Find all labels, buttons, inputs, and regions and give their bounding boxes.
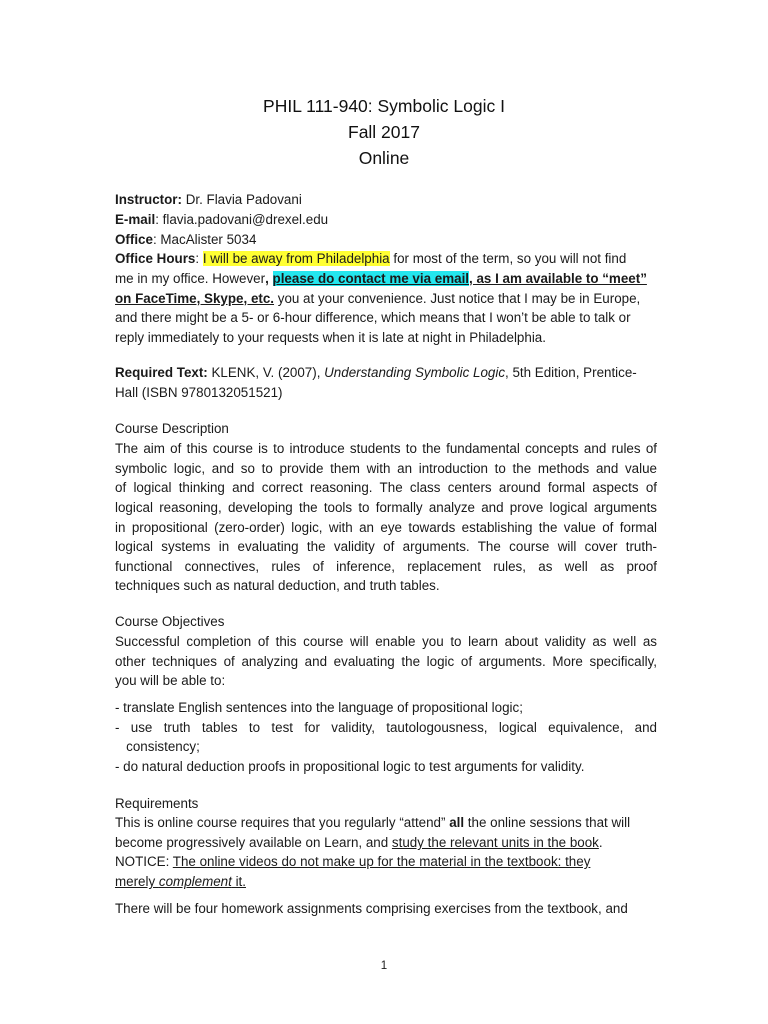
facetime-text: on FaceTime, Skype, etc. (115, 291, 275, 306)
requirements-text-2a: become progressively available on Learn, and (115, 835, 392, 850)
objectives-line: Successful completion of this course will enable you to learn about validity as well as (115, 634, 657, 649)
description-line: logical systems in evaluating the validity of arguments. The course will cover truth- (115, 539, 657, 554)
notice-underline: The online videos do not make up for the material in the textbook: they (172, 854, 591, 869)
description-line: symbolic logic, and so to provide them with an introduction to the methods and value (115, 461, 657, 476)
email-label: E-mail (115, 212, 156, 227)
instructor-line (115, 190, 302, 210)
notice-label: NOTICE: (115, 854, 173, 869)
required-text-label: Required Text: (115, 365, 208, 380)
objective-bullet: - do natural deduction proofs in propositional logic to test arguments for validity. (115, 759, 585, 774)
objectives-line: other techniques of analyzing and evaluating the logic of arguments. More specifically, (115, 654, 657, 669)
instructor-value: Dr. Flavia Padovani (181, 192, 302, 207)
office-hours-text-1: for most of the term, so you will not find (389, 251, 627, 266)
meet-text: , as I am available to “meet” (469, 271, 647, 286)
office-hours-label: Office Hours (115, 251, 196, 266)
textbook-title: Understanding Symbolic Logic (324, 365, 506, 380)
requirements-line-2 (115, 833, 603, 853)
description-line: techniques such as natural deduction, and truth tables. (115, 578, 440, 593)
required-text-line-1 (115, 363, 637, 383)
required-text-author: KLENK, V. (2007), (207, 365, 325, 380)
description-line: logical reasoning, developing the tools to formally analyze and prove logical arguments (115, 500, 657, 515)
complement-text: complement (158, 874, 232, 889)
requirements-line-3 (115, 852, 590, 872)
objective-bullet: - translate English sentences into the language of propositional logic; (115, 700, 523, 715)
objectives-heading: Course Objectives (115, 614, 225, 629)
it-text: it. (231, 874, 246, 889)
description-heading: Course Description (115, 421, 229, 436)
office-hours-text-2: me in my office. However (115, 271, 266, 286)
office-hours-line-4: and there might be a 5- or 6-hour difference, which means that I won’t be able to talk or (115, 310, 631, 325)
office-hours-line-2 (115, 269, 647, 289)
requirements-line-5: There will be four homework assignments comprising exercises from the textbook, and (115, 901, 628, 916)
study-units-underline: study the relevant units in the book (391, 835, 599, 850)
course-mode: Online (358, 148, 410, 168)
all-emphasis: all (449, 815, 465, 830)
description-line: of logical thinking and correct reasoning. The class centers around formal aspects of (115, 480, 657, 495)
instructor-label: Instructor: (115, 192, 182, 207)
required-text-line-2: Hall (ISBN 9780132051521) (115, 385, 283, 400)
objective-bullet: - use truth tables to test for validity, tautologousness, logical equivalence, and (115, 720, 657, 735)
office-hours-line-3 (115, 289, 640, 309)
course-title: PHIL 111-940: Symbolic Logic I (263, 96, 505, 116)
description-line: The aim of this course is to introduce students to the fundamental concepts and rules of (115, 441, 657, 456)
requirements-line-4 (115, 872, 246, 892)
course-term: Fall 2017 (348, 122, 420, 142)
objectives-line: you will be able to: (115, 673, 226, 688)
office-hours-colon: : (195, 251, 203, 266)
description-line: functional connectives, rules of inference, replacement rules, as well as proof (115, 559, 657, 574)
requirements-line-1 (115, 813, 630, 833)
objective-bullet-continuation: consistency; (115, 739, 200, 754)
office-label: Office (115, 232, 153, 247)
requirements-heading: Requirements (115, 796, 199, 811)
office-value: : MacAlister 5034 (152, 232, 257, 247)
description-line: in propositional (zero-order) logic, with an eye towards establishing the value of formal (115, 520, 657, 535)
office-hours-line-5: reply immediately to your requests when it is late at night in Philadelphia. (115, 330, 546, 345)
email-value[interactable]: : flavia.padovani@drexel.edu (155, 212, 329, 227)
required-text-edition: , 5th Edition, Prentice- (505, 365, 637, 380)
merely-text: merely (115, 874, 159, 889)
email-line (115, 210, 328, 230)
requirements-text-2b: . (598, 835, 603, 850)
away-highlight: I will be away from Philadelphia (202, 251, 390, 266)
contact-email-highlight: please do contact me via email (272, 271, 470, 286)
office-line (115, 230, 256, 250)
office-hours-text-3: you at your convenience. Just notice that I may be in Europe, (274, 291, 641, 306)
requirements-text-1a: This is online course requires that you regularly “attend” (115, 815, 450, 830)
office-hours-comma: , (265, 271, 273, 286)
requirements-text-1b: the online sessions that will (464, 815, 631, 830)
page-number: 1 (380, 960, 388, 972)
office-hours-line-1 (115, 249, 626, 269)
